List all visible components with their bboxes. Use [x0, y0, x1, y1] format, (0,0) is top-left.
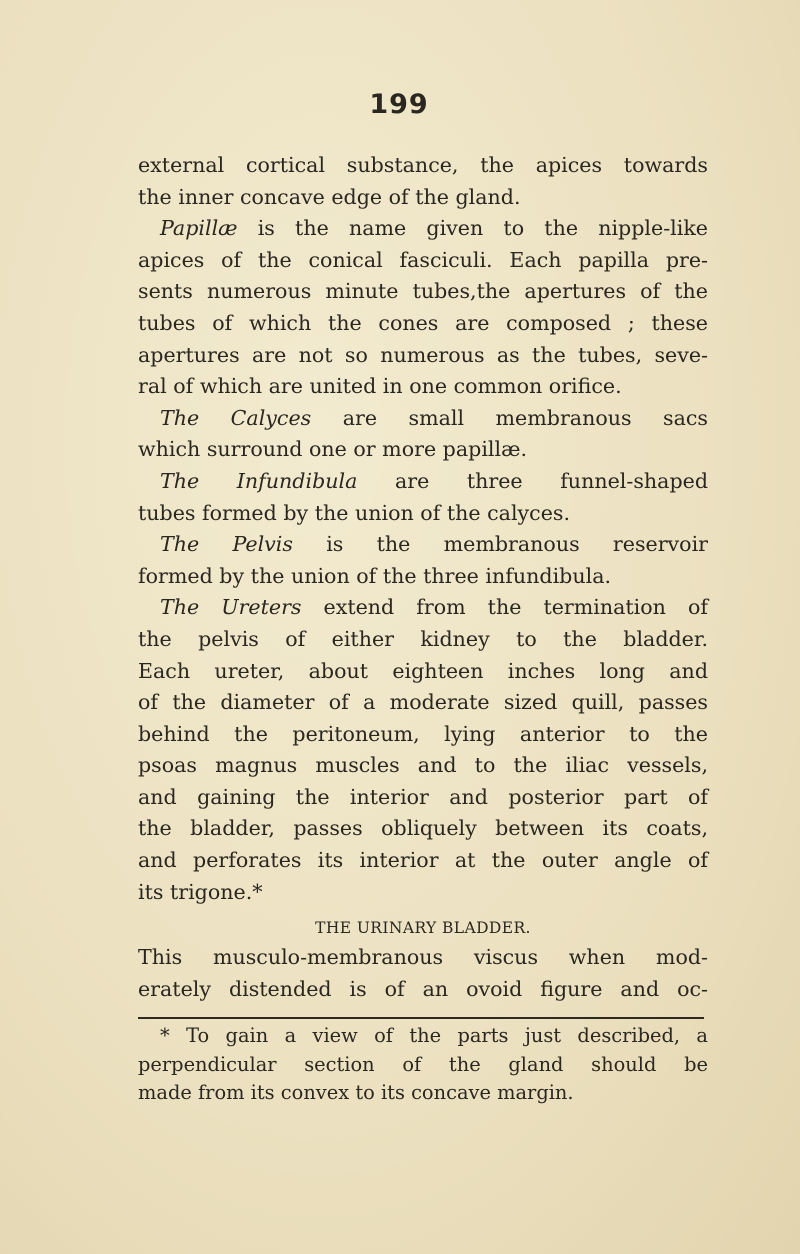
- text-line: formed by the union of the three infundibula.: [138, 563, 612, 588]
- text-line: the pelvis of either kidney to the bladder.: [138, 626, 708, 651]
- section-heading: THE URINARY BLADDER.: [315, 919, 531, 938]
- text-line: This musculo-membranous viscus when mod-: [138, 945, 708, 970]
- text-line: behind the peritoneum, lying anterior to the: [138, 721, 708, 746]
- text-line: apices of the conical fasciculi. Each papilla pre-: [138, 247, 708, 272]
- paragraph-ureters-first-line: [138, 592, 708, 624]
- text-line: and perforates its interior at the outer angle of: [138, 848, 708, 873]
- paragraph-pelvis-first-line: [138, 529, 708, 561]
- text-line: external cortical substance, the apices towards: [138, 153, 708, 177]
- paragraph-infundibula-first-line: [138, 466, 708, 498]
- term-pelvis: The Pelvis: [160, 532, 293, 557]
- text-fragment: is the membranous reservoir: [292, 532, 709, 557]
- text-line: erately distended is of an ovoid figure and oc-: [138, 976, 708, 1001]
- text-line: sents numerous minute tubes,the apertures of the: [138, 279, 708, 304]
- text-fragment: extend from the termination of: [301, 595, 708, 620]
- term-papillae: Papillæ: [160, 216, 238, 241]
- text-fragment: are small membranous sacs: [311, 405, 708, 430]
- footnote-line: perpendicular section of the gland should be: [138, 1052, 708, 1076]
- body-text: [138, 150, 708, 1108]
- text-line: its trigone.*: [138, 879, 263, 904]
- text-line: ral of which are united in one common orifice.: [138, 374, 622, 399]
- text-line: the inner concave edge of the gland.: [138, 184, 521, 209]
- text-line: tubes of which the cones are composed ; these: [138, 310, 708, 335]
- text-line: which surround one or more papillæ.: [138, 437, 527, 462]
- term-calyces: The Calyces: [160, 405, 312, 430]
- text-line: Each ureter, about eighteen inches long and: [138, 658, 708, 683]
- text-line: and gaining the interior and posterior part of: [138, 784, 708, 809]
- paragraph-papillae-first-line: [138, 213, 708, 245]
- page-number: 199: [369, 89, 429, 120]
- text-line: tubes formed by the union of the calyces.: [138, 500, 570, 525]
- footnote-line: * To gain a view of the parts just described, a: [160, 1024, 708, 1048]
- term-infundibula: The Infundibula: [160, 468, 358, 493]
- text-fragment: are three funnel-shaped: [357, 468, 708, 493]
- footnote: [138, 1022, 708, 1108]
- term-ureters: The Ureters: [160, 595, 302, 620]
- text-line: of the diameter of a moderate sized quill, passes: [138, 690, 708, 715]
- text-line: apertures are not so numerous as the tubes, seve-: [138, 342, 708, 367]
- text-line: the bladder, passes obliquely between its coats,: [138, 816, 708, 841]
- footnote-line: made from its convex to its concave margin.: [138, 1081, 574, 1105]
- paragraph-calyces-first-line: [138, 403, 708, 435]
- text-line: psoas magnus muscles and to the iliac vessels,: [138, 753, 708, 778]
- footnote-divider: [138, 1017, 704, 1019]
- text-fragment: is the name given to the nipple-like: [237, 216, 708, 241]
